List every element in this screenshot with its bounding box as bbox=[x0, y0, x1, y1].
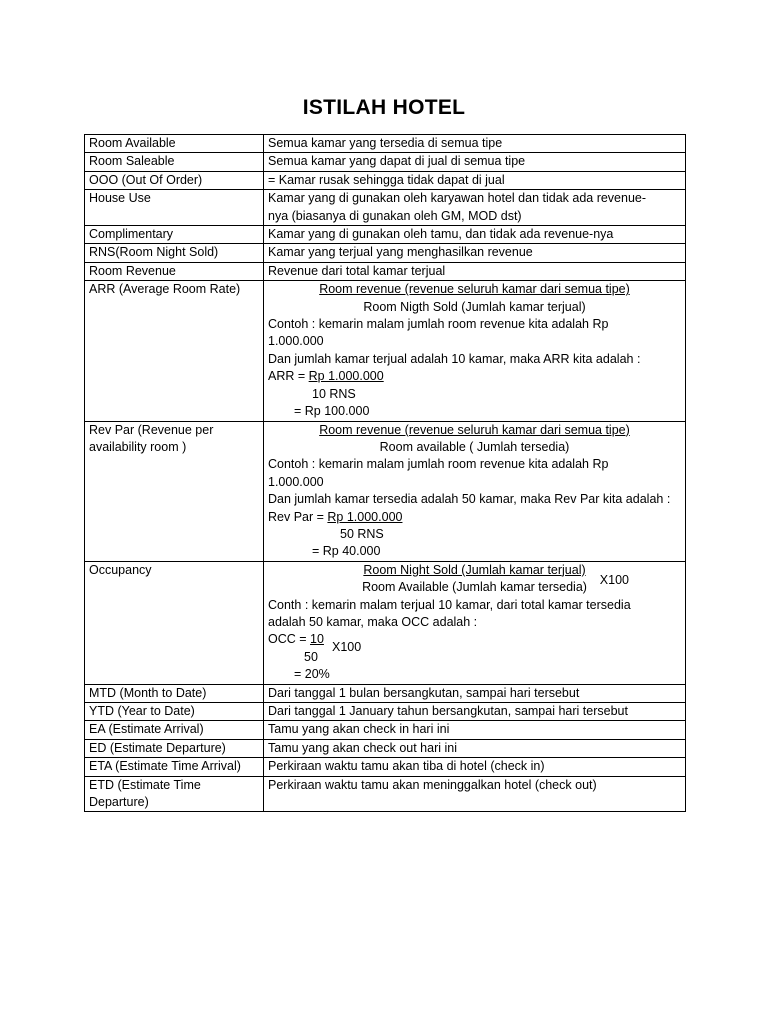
table-row bbox=[85, 421, 686, 561]
table-row bbox=[85, 153, 686, 171]
term-cell: OOO (Out Of Order) bbox=[85, 171, 264, 189]
calc-numerator: Rp 1.000.000 bbox=[327, 509, 403, 524]
term-cell: MTD (Month to Date) bbox=[85, 684, 264, 702]
term-cell: ED (Estimate Departure) bbox=[85, 739, 264, 757]
calc-denominator: 50 RNS bbox=[340, 526, 384, 541]
term-cell: ETA (Estimate Time Arrival) bbox=[85, 758, 264, 776]
calc-result: = 20% bbox=[294, 667, 330, 682]
definition-line: Kamar yang di gunakan oleh karyawan hotel dan tidak ada revenue- bbox=[268, 191, 647, 206]
definition-cell: Semua kamar yang dapat di jual di semua tipe bbox=[264, 153, 686, 171]
definition-cell: Semua kamar yang tersedia di semua tipe bbox=[264, 135, 686, 153]
definition-cell: Revenue dari total kamar terjual bbox=[264, 262, 686, 280]
definition-cell: Dari tanggal 1 January tahun bersangkutan, sampai hari tersebut bbox=[264, 703, 686, 721]
calc-line bbox=[268, 631, 681, 648]
definition-cell: Kamar yang di gunakan oleh tamu, dan tidak ada revenue-nya bbox=[264, 226, 686, 244]
table-row bbox=[85, 703, 686, 721]
formula-denominator: Room Nigth Sold (Jumlah kamar terjual) bbox=[363, 299, 586, 314]
table-row bbox=[85, 739, 686, 757]
calc-result: = Rp 100.000 bbox=[294, 404, 370, 419]
term-cell: EA (Estimate Arrival) bbox=[85, 721, 264, 739]
table-row bbox=[85, 281, 686, 421]
table-row bbox=[85, 226, 686, 244]
term-cell bbox=[85, 776, 264, 812]
formula-denominator: Room available ( Jumlah tersedia) bbox=[379, 439, 570, 454]
formula-multiplier: X100 bbox=[599, 572, 629, 587]
calc-multiplier: X100 bbox=[332, 640, 362, 655]
table-row bbox=[85, 135, 686, 153]
calc-label: ARR = bbox=[268, 369, 309, 384]
table-row bbox=[85, 684, 686, 702]
table-row bbox=[85, 262, 686, 280]
term-line: Departure) bbox=[89, 795, 149, 810]
calc-result: = Rp 40.000 bbox=[312, 544, 381, 559]
table-row bbox=[85, 171, 686, 189]
page-title: ISTILAH HOTEL bbox=[302, 96, 466, 119]
term-cell: Occupancy bbox=[85, 561, 264, 684]
term-cell: ARR (Average Room Rate) bbox=[85, 281, 264, 421]
term-cell: RNS(Room Night Sold) bbox=[85, 244, 264, 262]
term-line: Rev Par (Revenue per bbox=[89, 422, 214, 437]
definition-cell: = Kamar rusak sehingga tidak dapat di jual bbox=[264, 171, 686, 189]
calc-line bbox=[268, 368, 681, 385]
term-cell bbox=[85, 421, 264, 561]
example-line: 1.000.000 bbox=[268, 334, 324, 349]
terms-table bbox=[84, 134, 686, 812]
definition-cell: Perkiraan waktu tamu akan meninggalkan hotel (check out) bbox=[264, 776, 686, 812]
calc-line bbox=[268, 509, 681, 526]
term-line: availability room ) bbox=[89, 439, 187, 454]
term-cell: Room Revenue bbox=[85, 262, 264, 280]
term-cell: Complimentary bbox=[85, 226, 264, 244]
table-row bbox=[85, 776, 686, 812]
definition-cell: Tamu yang akan check out hari ini bbox=[264, 739, 686, 757]
definition-cell bbox=[264, 281, 686, 421]
example-line: Conth : kemarin malam terjual 10 kamar, dari total kamar tersedia bbox=[268, 597, 631, 612]
table-row bbox=[85, 190, 686, 226]
calc-numerator: Rp 1.000.000 bbox=[308, 369, 384, 384]
definition-cell bbox=[264, 190, 686, 226]
definition-cell: Tamu yang akan check in hari ini bbox=[264, 721, 686, 739]
term-line: ETD (Estimate Time bbox=[89, 777, 201, 792]
occupancy-calc bbox=[268, 631, 681, 666]
definition-cell bbox=[264, 561, 686, 684]
definition-cell bbox=[264, 421, 686, 561]
calc-label: OCC = bbox=[268, 632, 311, 647]
formula-denominator: Room Available (Jumlah kamar tersedia) bbox=[362, 580, 587, 595]
term-cell: Room Available bbox=[85, 135, 264, 153]
occupancy-formula bbox=[268, 562, 681, 597]
term-cell: House Use bbox=[85, 190, 264, 226]
calc-denominator: 10 RNS bbox=[312, 386, 356, 401]
term-cell: Room Saleable bbox=[85, 153, 264, 171]
formula-numerator: Room revenue (revenue seluruh kamar dari semua tipe) bbox=[319, 282, 630, 297]
example-line: adalah 50 kamar, maka OCC adalah : bbox=[268, 614, 478, 629]
example-line: Contoh : kemarin malam jumlah room revenue kita adalah Rp bbox=[268, 317, 609, 332]
example-line: Contoh : kemarin malam jumlah room revenue kita adalah Rp bbox=[268, 457, 609, 472]
example-line: Dan jumlah kamar terjual adalah 10 kamar, maka ARR kita adalah : bbox=[268, 351, 641, 366]
example-line: 1.000.000 bbox=[268, 474, 324, 489]
example-line: Dan jumlah kamar tersedia adalah 50 kamar, maka Rev Par kita adalah : bbox=[268, 492, 671, 507]
calc-numerator: 10 bbox=[310, 632, 324, 647]
term-cell: YTD (Year to Date) bbox=[85, 703, 264, 721]
definition-cell: Dari tanggal 1 bulan bersangkutan, sampai hari tersebut bbox=[264, 684, 686, 702]
formula-numerator: Room revenue (revenue seluruh kamar dari semua tipe) bbox=[319, 422, 630, 437]
table-row bbox=[85, 758, 686, 776]
definition-cell: Perkiraan waktu tamu akan tiba di hotel (check in) bbox=[264, 758, 686, 776]
calc-label: Rev Par = bbox=[268, 509, 328, 524]
table-row bbox=[85, 244, 686, 262]
definition-cell: Kamar yang terjual yang menghasilkan revenue bbox=[264, 244, 686, 262]
table-row bbox=[85, 721, 686, 739]
calc-denominator: 50 bbox=[304, 649, 318, 664]
formula-numerator: Room Night Sold (Jumlah kamar terjual) bbox=[363, 562, 586, 577]
table-row bbox=[85, 561, 686, 684]
definition-line: nya (biasanya di gunakan oleh GM, MOD dst) bbox=[268, 208, 522, 223]
